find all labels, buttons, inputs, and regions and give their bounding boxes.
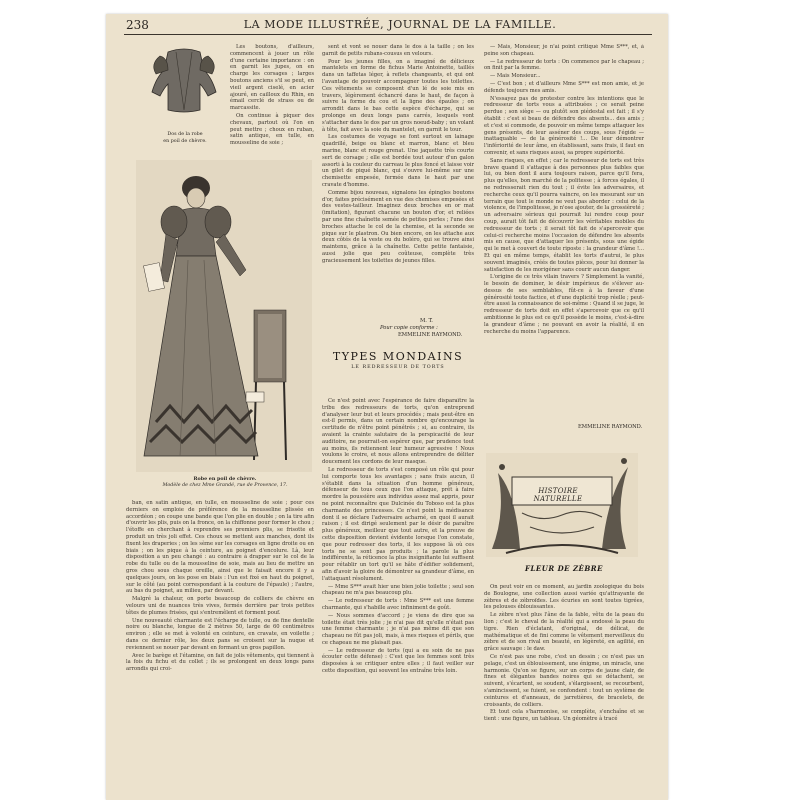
- paragraph: Malgré la chaleur, on porte beaucoup de colliers de chèvre en velours uni de nuances très vives, fermés derrière par trois petites têtes de plumes frisées, qui s'entremêlent et forment pouf.: [126, 596, 314, 616]
- paragraph: — Mme S*** avait hier une bien jolie toilette ; seul son chapeau ne m'a pas beaucoup plu.: [322, 583, 474, 597]
- paragraph: — Nous sommes d'accord ; je viens de dire que sa toilette était très jolie ; je n'ai pas dit qu'elle n'était pas une femme charmante ; je n'ai pas même dit que son chapeau ne fût pas joli, mais, à mes risques et périls, que ce chapeau ne me plaisait pas.: [322, 612, 474, 646]
- page-number: 238: [126, 18, 149, 32]
- paragraph: Sans risques, en effet ; car le redresseur de torts est très brave quand il s'attaque à des personnes plus faibles que lui, ou bien dont il aura toujours raison, parce qu'il fera, plus qu'elles, bon marché de la politesse ; à forces égales, il ne redresserait rien du tout ; il évite les adversaires, et recherche ceux qu'il pourra vaincre, on les mesurant sur un terrain que tout le monde ne veut pas aborder : celui de la violence, de l'impolitesse, je n'ose ajouter, de la grossièreté ; un adversaire sérieux qui pourrait lui rendre coup pour coup, aurait tôt fait de découvrir les véritables mobiles du redresseur de torts ; il serait tôt fait de s'apercevoir que celui-ci recherche moins l'occasion de défendre les absents mis en cause, que d'attaquer les présents, sous une égide qui le met à couvert de toute riposte : la grandeur d'âme !... Et qui en même temps, établit les torts d'autrui, le plus souvent imaginés, créés de toutes pièces, pour lui donner la satisfaction de les morigéner sans courir aucun danger.: [484, 157, 644, 273]
- paragraph: Le redresseur de torts s'est composé un rôle qui pour lui comporte tous les avantages ; sans frais aucun, il s'établit dans la situation d'un homme généreux, défenseur de tous ceux que l'on attaque, prêt à faire mordre la poussière aux individus assez mal appris, pour ne point reconnaître que Dulcinée du Toboso est la plus charmante des princesses. Ce n'est point la médisance dont il se déclare l'adversaire acharné, en quoi il aurait raison ; il est dirigé seulement par le désir de paraître plus généreux, meilleur que tout autre, et la preuve de cette disposition devient évidente lorsque l'on constate, que pour redresser des torts, il les suppose là où ces torts ne se sont pas produits ; la parole la plus indifférente, la réticence la plus insignifiante lui suffisent pour rétablir un tort qu'il se hâte d'édifier solidement, afin d'avoir la gloire de démontrer sa grandeur d'âme, en l'attaquant résolument.: [322, 466, 474, 582]
- paragraph: — Le redresseur de torts : Mme S*** est une femme charmante, qui s'habille avec infiniment de goût.: [322, 598, 474, 611]
- paragraph: Pour les jeunes filles, on a imaginé de délicieux mantelets en forme de fichus Marie Antoinette, taillés dans un taffetas léger, à reflets changeants, et qui ont l'avantage de pouvoir accompagner toutes les toilettes. Ces vêtements se composent d'un lé de soie mis en travers, légèrement échancré dans le haut, de façon à suivre la forme du cou et la ligne des épaules ; on arrondit dans le bas cette espèce d'écharpe, qui se prolonge en deux longs pans carrés, lesquels vont s'attacher dans le dos par un gros noeud-baby ; un volant à tête, fait avec la soie du mantelet, en garnit le tour.: [322, 58, 474, 133]
- paragraph: Ce n'est point avec l'espérance de faire disparaître la tribu des redresseurs de torts, qu'on entreprend d'analyser leur but et leurs procédés ; mais peut-être en est-il permis, dans un certain nombre qu'encourage la certitude de n'être point pénétrés ; si, au contraire, ils avaient la crainte salutaire de la perspicacité de leur auditoire, ne pourrait-on espérer que, par prudence tout au moins, ils retiennent leur humeur agressive ! Nous voulons le croire, et nous allons entreprendre de déliter doucement les cordons de leur masque.: [322, 398, 474, 466]
- section-subtitle: LE REDRESSEUR DE TORTS: [351, 365, 445, 370]
- paragraph: Et tout cela s'harmonise, se complète, s'enchaîne et se tient : une figure, un tableau. Un géomètre à tracé: [484, 709, 644, 723]
- paragraph: — Mais Monsieur...: [490, 73, 541, 80]
- signature-initials: M. T.: [420, 318, 433, 324]
- signature-author-col3: EMMELINE RAYMOND.: [578, 424, 643, 430]
- dress-caption-line2: Modèle de chez Mme Grandé, rue de Provence, 17.: [162, 483, 288, 488]
- paragraph: L'origine de ce très vilain travers ? Simplement la vanité, le besoin de dominer, le désir impérieux de s'élever au-dessus de ses semblables, fût-ce à la faveur d'une générosité toute factice, et d'une duplicité trop réelle ; peut-être aussi la connaissance de soi-même : Quand il se juge, le redresseur de torts doit en effet s'apercevoir que ce qu'il ambitionne le plus est ce qu'il possède le moins, c'est-à-dire la grandeur d'âme ; ne pouvant en avoir la réalité, il en recherche du moins l'apparence.: [484, 274, 644, 335]
- paragraph: Comme bijou nouveau, signalons les épingles boutons d'or, faites précisément en vue des chemises empesées et des vestes-tailleur. Imaginez deux broches en or mat (imitation), figurant chacune un bouton d'or, et reliées par une fine chaînette semée de petites perles ; l'une des broches attache le col de la chemise, et la seconde se pique sur le plastron. Ou bien encore, on les attache aux deux côtés de la veste ou du boléro, qui se trouve ainsi maintenu, grâce à la chaînette. Cette petite fantaisie, aussi jolie que peu coûteuse, complète très gracieusement les toilettes de jeunes filles.: [322, 189, 474, 264]
- paragraph: — Le redresseur de torts : On commence par le chapeau ; on finit par la femme.: [484, 58, 644, 72]
- paragraph: Les boutons, d'ailleurs, commencent à jouer un rôle d'une certaine importance : on en garnit les jupes, on en charge les corsages ; larges boutons anciens s'il se peut, en vieil argent ciselé, en acier ajouré, en cailloux du Rhin, en émail cerclé de strass ou de marcassite.: [230, 44, 314, 112]
- paragraph: Le zèbre n'est plus l'âne de la fable, vêtu de la peau du lion ; c'est le cheval de la réalité qui a endossé la peau du tigre. Rien d'éclatant, d'original, de délicat, de mathématique et de fini comme le vêtement merveilleux du zèbre et de son rival en beauté, en légèreté, en agilité, en grâce sauvage : le daw.: [484, 612, 644, 653]
- paragraph: On peut voir en ce moment, au jardin zoologique du bois de Boulogne, une collection aussi variée qu'attrayante de zèbres et de zébroïdes. Les écuries en sont toutes tigrées, les pelouses éblouissantes.: [484, 584, 644, 611]
- paragraph: Les costumes de voyage se font surtout en lainage quadrillé, beige ou blanc et marron, blanc et bleu marine, blanc et rouge grenat. Une jaquette très courte sert de corsage ; elle est bordée tout autour d'un galon assorti à la couleur du carreau le plus foncé et laisse voir un gilet de piqué blanc, qui s'ouvre lui-même sur une chemisette empesée, fermée dans le haut par une cravate d'homme.: [322, 134, 474, 188]
- paragraph: Avec le barège et l'étamine, on fait de jolis vêtements, qui tiennent à la fois du fichu et du collet ; ils se prolongent en deux longs pans arrondis qui croi-: [126, 652, 314, 673]
- paragraph: — Mais, Monsieur, je n'ai point critiqué Mme S***, et, à peine son chapeau.: [484, 44, 644, 57]
- banner-title: HISTOIRE NATURELLE: [533, 487, 583, 503]
- paragraph: N'essayez pas de protester contre les intentions que le redresseur de torts vous a attribuées ; ce serait peine perdue ; son siège — ou plutôt son piédestal est fait ; il s'y établit : c'est si beau de défendre des absents... des amis ; et c'est si commode, de pouvoir en même temps attaquer les gens présents, de leur asséner des coups, sous l'égide — inattaquable — de la générosité !... De leur démontrer l'infériorité de leur âme, en établissant, sans frais, il faut en convenir, et sans risques aussi, sa propre supériorité.: [484, 95, 644, 156]
- signature-author: EMMELINE RAYMOND.: [398, 332, 463, 338]
- article-title-fleur-de-zebre: FLEUR DE ZÈBRE: [525, 564, 603, 573]
- sleeve-caption-line1: Dos de la robe: [167, 132, 203, 137]
- column3-text: [484, 44, 644, 434]
- column1-top-text: [230, 44, 314, 160]
- paragraph: — Le redresseur de torts (qui a eu soin de ne pas écouter cette défense) : C'est que les femmes sont très disposées à se critiquer entre elles ; il faut veiller sur cette disposition, qui souvent les entraîne très loin.: [322, 647, 474, 675]
- paragraph: On continue à piquer des chevaux, partout où l'on en peut mettre ; choux en ruban, satin antique, en tulle, en mousseline de soie ;: [230, 112, 314, 147]
- sleeve-back-illustration: [146, 44, 222, 126]
- paragraph: — C'est bon ; et d'ailleurs Mme S*** est mon amie, et je défends toujours mes amis.: [484, 80, 644, 94]
- sleeve-caption-line2: en poil de chèvre.: [163, 139, 207, 144]
- signature-note: Pour copie conforme :: [380, 325, 438, 331]
- section-title: TYPES MONDAINS: [332, 350, 464, 363]
- paragraph: Une nouveauté charmante est l'écharpe de tulle, ou de fine dentelle noire ou blanche, longue de 2 mètres 50, large de 60 centimètres environ ; elle se met à volonté en ceinture, en cravate, en voilette ; dans ce dernier rôle, les deux pans se croisent sur la nuque et reviennent se nouer par devant en formant un gros papillon.: [126, 617, 314, 651]
- paragraph: sent et vont se nouer dans le dos à la taille ; on les garnit de petits rubans-cousus en velours.: [322, 44, 474, 57]
- natural-history-banner: [486, 453, 638, 557]
- paragraph: Ce n'est pas une robe, c'est un dessin ; ce n'est pas un pelage, c'est un éblouissement, une énigme, un miracle, une harmonie. Qu'on se figure, sur un corps de jaune clair, de fines et élégantes bandes noires qui se détachent, se suivent, s'écartent, se soudent, s'élargissent, se recourbent, s'amincissent, se fuient, se confondent : tout un système de ceintures et d'anneaux, de jarretières, de bracelets, de croissants, de colliers.: [484, 653, 644, 708]
- header-rule: [124, 34, 652, 35]
- column2-article-text: [322, 398, 474, 790]
- running-title: LA MODE ILLUSTRÉE, JOURNAL DE LA FAMILLE.: [243, 18, 557, 31]
- dress-illustration: [136, 160, 312, 472]
- dress-caption-line1: Robe en poil de chèvre.: [193, 476, 257, 482]
- column3-zebra-article-text: [484, 584, 644, 790]
- column2-text: [322, 44, 474, 344]
- column1-bottom-text: [126, 500, 314, 790]
- paragraph: ban, en satin antique, en tulle, en mousseline de soie ; pour ces derniers on emploie de préférence de la mousseline plissée en accordéon ; on coupe une bande que l'on plie en double ; on la tire afin d'ouvrir les plis, puis on la fronce, on la chiffonne pour former le chou ; l'étoffe en cherchant à reprendre ses premiers plis, se frisotte et produit un très joli effet. Ces choux se mettent aux manches, dont ils fixent les draperies ; on les sème sur les corsages en ligne droite ou en biais ; on les pique à la ceinture, au poignet d'encolure. Là, leur disposition a un peu changé : au contraire à drapper sur le col de la robe du tulle ou de la mousseline de soie, mais au lieu de mettre un gros chou sous chaque oreille, ainsi que le faisait encore il y a quelques jours, on les pose en biais : l'un est fixé en haut du poignet, sur le côté (au point correspondant à la couture de l'épaule) ; l'autre, au bas du poignet, au milieu, par devant.: [126, 500, 314, 595]
